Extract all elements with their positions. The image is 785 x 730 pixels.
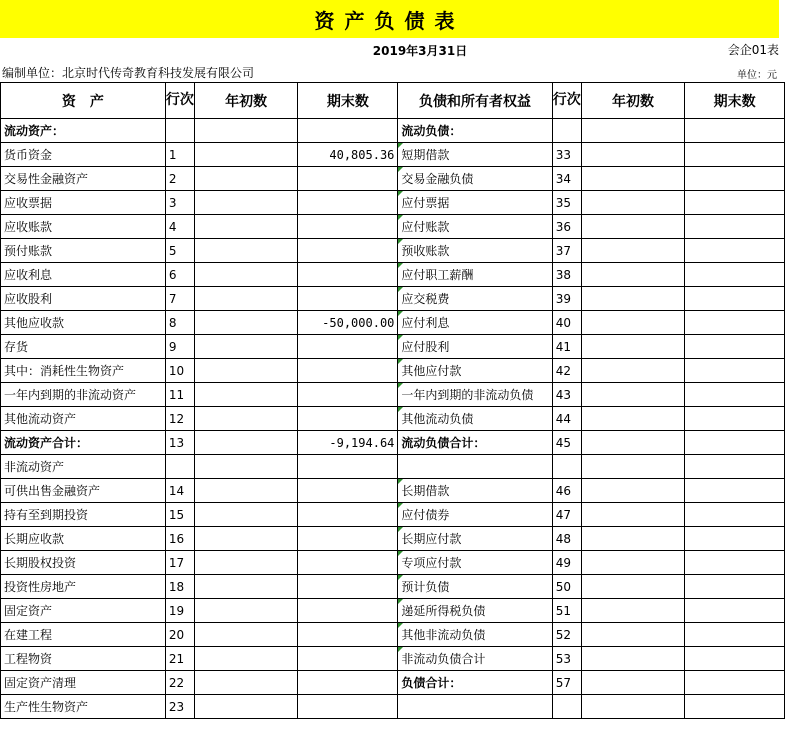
liability-end-cell[interactable] bbox=[685, 191, 785, 215]
asset-end-cell[interactable] bbox=[298, 359, 398, 383]
liability-end-cell[interactable] bbox=[685, 671, 785, 695]
asset-item-cell[interactable]: 其中：消耗性生物资产 bbox=[1, 359, 166, 383]
liability-begin-cell[interactable] bbox=[581, 263, 685, 287]
liability-row-no-cell[interactable]: 33 bbox=[552, 143, 581, 167]
asset-end-cell[interactable] bbox=[298, 695, 398, 719]
asset-end-cell[interactable]: -50,000.00 bbox=[298, 311, 398, 335]
asset-begin-cell[interactable] bbox=[194, 671, 298, 695]
asset-row-no-cell[interactable]: 3 bbox=[165, 191, 194, 215]
liability-begin-cell[interactable] bbox=[581, 599, 685, 623]
asset-item-cell[interactable]: 流动资产： bbox=[1, 119, 166, 143]
liability-item-cell[interactable]: 应付利息 bbox=[398, 311, 552, 335]
liability-begin-cell[interactable] bbox=[581, 191, 685, 215]
asset-begin-cell[interactable] bbox=[194, 527, 298, 551]
liability-item-cell[interactable]: 一年内到期的非流动负债 bbox=[398, 383, 552, 407]
table-row bbox=[1, 239, 785, 263]
table-row bbox=[1, 551, 785, 575]
asset-row-no-cell[interactable]: 17 bbox=[165, 551, 194, 575]
asset-item-cell[interactable]: 固定资产 bbox=[1, 599, 166, 623]
asset-begin-cell[interactable] bbox=[194, 311, 298, 335]
asset-row-no-cell[interactable]: 4 bbox=[165, 215, 194, 239]
asset-row-no-cell[interactable]: 18 bbox=[165, 575, 194, 599]
balance-sheet-table bbox=[0, 82, 785, 719]
sheet-title: 资产负债表 bbox=[0, 0, 779, 38]
liability-row-no-cell[interactable]: 42 bbox=[552, 359, 581, 383]
asset-item-cell[interactable]: 生产性生物资产 bbox=[1, 695, 166, 719]
liability-row-no-cell[interactable]: 44 bbox=[552, 407, 581, 431]
asset-item-cell[interactable]: 其他流动资产 bbox=[1, 407, 166, 431]
asset-row-no-cell[interactable]: 8 bbox=[165, 311, 194, 335]
liability-item-cell[interactable]: 交易金融负债 bbox=[398, 167, 552, 191]
asset-row-no-cell[interactable]: 15 bbox=[165, 503, 194, 527]
asset-end-cell[interactable]: -9,194.64 bbox=[298, 431, 398, 455]
asset-begin-cell[interactable] bbox=[194, 551, 298, 575]
liability-item-cell[interactable]: 流动负债合计： bbox=[398, 431, 552, 455]
table-row bbox=[1, 671, 785, 695]
asset-item-cell[interactable]: 应收利息 bbox=[1, 263, 166, 287]
liability-item-cell[interactable]: 其他应付款 bbox=[398, 359, 552, 383]
asset-row-no-cell[interactable]: 16 bbox=[165, 527, 194, 551]
asset-end-cell[interactable] bbox=[298, 479, 398, 503]
liability-end-cell[interactable] bbox=[685, 503, 785, 527]
liability-item-cell[interactable]: 应付债券 bbox=[398, 503, 552, 527]
asset-begin-cell[interactable] bbox=[194, 167, 298, 191]
liability-item-cell[interactable]: 预计负债 bbox=[398, 575, 552, 599]
asset-row-no-cell[interactable] bbox=[165, 455, 194, 479]
asset-row-no-cell[interactable]: 14 bbox=[165, 479, 194, 503]
asset-end-cell[interactable] bbox=[298, 527, 398, 551]
liability-row-no-cell[interactable] bbox=[552, 455, 581, 479]
liability-row-no-cell[interactable]: 36 bbox=[552, 215, 581, 239]
asset-begin-cell[interactable] bbox=[194, 119, 298, 143]
liability-item-cell[interactable]: 递延所得税负债 bbox=[398, 599, 552, 623]
liability-end-cell[interactable] bbox=[685, 311, 785, 335]
col-header-row-no: 行次 bbox=[165, 83, 194, 119]
asset-begin-cell[interactable] bbox=[194, 455, 298, 479]
liability-item-cell[interactable]: 预收账款 bbox=[398, 239, 552, 263]
liability-begin-cell[interactable] bbox=[581, 215, 685, 239]
asset-begin-cell[interactable] bbox=[194, 407, 298, 431]
asset-end-cell[interactable] bbox=[298, 671, 398, 695]
liability-row-no-cell[interactable]: 35 bbox=[552, 191, 581, 215]
liability-item-cell[interactable]: 应付票据 bbox=[398, 191, 552, 215]
liability-end-cell[interactable] bbox=[685, 575, 785, 599]
table-row bbox=[1, 527, 785, 551]
liability-begin-cell[interactable] bbox=[581, 431, 685, 455]
asset-begin-cell[interactable] bbox=[194, 335, 298, 359]
table-row bbox=[1, 119, 785, 143]
asset-begin-cell[interactable] bbox=[194, 263, 298, 287]
liability-begin-cell[interactable] bbox=[581, 335, 685, 359]
asset-end-cell[interactable] bbox=[298, 623, 398, 647]
column-header-row bbox=[1, 83, 785, 119]
asset-row-no-cell[interactable]: 6 bbox=[165, 263, 194, 287]
liability-row-no-cell[interactable]: 52 bbox=[552, 623, 581, 647]
asset-begin-cell[interactable] bbox=[194, 479, 298, 503]
asset-row-no-cell[interactable]: 10 bbox=[165, 359, 194, 383]
asset-item-cell[interactable]: 流动资产合计： bbox=[1, 431, 166, 455]
asset-begin-cell[interactable] bbox=[194, 215, 298, 239]
asset-item-cell[interactable]: 持有至到期投资 bbox=[1, 503, 166, 527]
liability-end-cell[interactable] bbox=[685, 695, 785, 719]
liability-begin-cell[interactable] bbox=[581, 167, 685, 191]
table-row bbox=[1, 263, 785, 287]
table-row bbox=[1, 167, 785, 191]
col-header-begin: 年初数 bbox=[194, 83, 298, 119]
liability-item-cell[interactable]: 非流动负债合计 bbox=[398, 647, 552, 671]
liability-row-no-cell[interactable]: 47 bbox=[552, 503, 581, 527]
liability-begin-cell[interactable] bbox=[581, 407, 685, 431]
asset-begin-cell[interactable] bbox=[194, 695, 298, 719]
liability-row-no-cell[interactable]: 43 bbox=[552, 383, 581, 407]
table-row bbox=[1, 215, 785, 239]
liability-item-cell[interactable] bbox=[398, 455, 552, 479]
liability-end-cell[interactable] bbox=[685, 551, 785, 575]
asset-end-cell[interactable] bbox=[298, 551, 398, 575]
liability-begin-cell[interactable] bbox=[581, 359, 685, 383]
asset-row-no-cell[interactable]: 2 bbox=[165, 167, 194, 191]
table-row bbox=[1, 359, 785, 383]
asset-begin-cell[interactable] bbox=[194, 383, 298, 407]
col-header-liabilities: 负债和所有者权益 bbox=[398, 83, 552, 119]
asset-end-cell[interactable] bbox=[298, 575, 398, 599]
liability-end-cell[interactable] bbox=[685, 431, 785, 455]
liability-end-cell[interactable] bbox=[685, 167, 785, 191]
liability-item-cell[interactable]: 应交税费 bbox=[398, 287, 552, 311]
asset-begin-cell[interactable] bbox=[194, 287, 298, 311]
liability-begin-cell[interactable] bbox=[581, 287, 685, 311]
col-header-begin-2: 年初数 bbox=[581, 83, 685, 119]
table-row bbox=[1, 575, 785, 599]
asset-row-no-cell[interactable]: 19 bbox=[165, 599, 194, 623]
liability-item-cell[interactable] bbox=[398, 695, 552, 719]
reporting-unit: 编制单位：北京时代传奇教育科技发展有限公司 bbox=[2, 66, 255, 80]
asset-row-no-cell[interactable]: 12 bbox=[165, 407, 194, 431]
asset-item-cell[interactable]: 货币资金 bbox=[1, 143, 166, 167]
liability-begin-cell[interactable] bbox=[581, 479, 685, 503]
asset-item-cell[interactable]: 投资性房地产 bbox=[1, 575, 166, 599]
table-row bbox=[1, 431, 785, 455]
liability-item-cell[interactable]: 负债合计： bbox=[398, 671, 552, 695]
asset-item-cell[interactable]: 其他应收款 bbox=[1, 311, 166, 335]
asset-item-cell[interactable]: 交易性金融资产 bbox=[1, 167, 166, 191]
liability-item-cell[interactable]: 短期借款 bbox=[398, 143, 552, 167]
asset-begin-cell[interactable] bbox=[194, 359, 298, 383]
asset-item-cell[interactable]: 可供出售金融资产 bbox=[1, 479, 166, 503]
liability-end-cell[interactable] bbox=[685, 527, 785, 551]
liability-item-cell[interactable]: 其他非流动负债 bbox=[398, 623, 552, 647]
liability-row-no-cell[interactable]: 40 bbox=[552, 311, 581, 335]
liability-end-cell[interactable] bbox=[685, 599, 785, 623]
asset-item-cell[interactable]: 长期股权投资 bbox=[1, 551, 166, 575]
liability-end-cell[interactable] bbox=[685, 119, 785, 143]
liability-begin-cell[interactable] bbox=[581, 575, 685, 599]
col-header-assets: 资 产 bbox=[1, 83, 166, 119]
liability-item-cell[interactable]: 应付职工薪酬 bbox=[398, 263, 552, 287]
table-row bbox=[1, 647, 785, 671]
liability-end-cell[interactable] bbox=[685, 455, 785, 479]
liability-end-cell[interactable] bbox=[685, 239, 785, 263]
liability-end-cell[interactable] bbox=[685, 263, 785, 287]
table-row bbox=[1, 455, 785, 479]
table-row bbox=[1, 191, 785, 215]
asset-row-no-cell[interactable]: 1 bbox=[165, 143, 194, 167]
liability-end-cell[interactable] bbox=[685, 479, 785, 503]
asset-item-cell[interactable]: 工程物资 bbox=[1, 647, 166, 671]
asset-item-cell[interactable]: 应收股利 bbox=[1, 287, 166, 311]
liability-row-no-cell[interactable]: 37 bbox=[552, 239, 581, 263]
liability-begin-cell[interactable] bbox=[581, 623, 685, 647]
asset-end-cell[interactable] bbox=[298, 455, 398, 479]
asset-end-cell[interactable] bbox=[298, 647, 398, 671]
asset-end-cell[interactable] bbox=[298, 599, 398, 623]
liability-row-no-cell[interactable]: 46 bbox=[552, 479, 581, 503]
asset-row-no-cell[interactable]: 9 bbox=[165, 335, 194, 359]
liability-end-cell[interactable] bbox=[685, 407, 785, 431]
asset-end-cell[interactable] bbox=[298, 503, 398, 527]
liability-end-cell[interactable] bbox=[685, 383, 785, 407]
liability-end-cell[interactable] bbox=[685, 215, 785, 239]
asset-item-cell[interactable]: 预付账款 bbox=[1, 239, 166, 263]
liability-begin-cell[interactable] bbox=[581, 647, 685, 671]
asset-begin-cell[interactable] bbox=[194, 191, 298, 215]
asset-row-no-cell[interactable]: 11 bbox=[165, 383, 194, 407]
liability-row-no-cell[interactable]: 34 bbox=[552, 167, 581, 191]
table-row bbox=[1, 695, 785, 719]
asset-end-cell[interactable] bbox=[298, 191, 398, 215]
asset-begin-cell[interactable] bbox=[194, 431, 298, 455]
liability-row-no-cell[interactable]: 51 bbox=[552, 599, 581, 623]
liability-end-cell[interactable] bbox=[685, 647, 785, 671]
asset-end-cell[interactable] bbox=[298, 287, 398, 311]
asset-row-no-cell[interactable]: 23 bbox=[165, 695, 194, 719]
form-code: 会企01表 bbox=[727, 43, 779, 57]
table-row bbox=[1, 407, 785, 431]
liability-begin-cell[interactable] bbox=[581, 311, 685, 335]
asset-begin-cell[interactable] bbox=[194, 503, 298, 527]
asset-item-cell[interactable]: 存货 bbox=[1, 335, 166, 359]
report-date: 2019年3月31日 bbox=[372, 44, 468, 58]
liability-row-no-cell[interactable]: 39 bbox=[552, 287, 581, 311]
asset-end-cell[interactable] bbox=[298, 215, 398, 239]
liability-item-cell[interactable]: 应付股利 bbox=[398, 335, 552, 359]
table-row bbox=[1, 479, 785, 503]
table-row bbox=[1, 383, 785, 407]
liability-begin-cell[interactable] bbox=[581, 695, 685, 719]
liability-begin-cell[interactable] bbox=[581, 143, 685, 167]
liability-row-no-cell[interactable]: 50 bbox=[552, 575, 581, 599]
liability-begin-cell[interactable] bbox=[581, 527, 685, 551]
asset-item-cell[interactable]: 一年内到期的非流动资产 bbox=[1, 383, 166, 407]
liability-row-no-cell[interactable] bbox=[552, 695, 581, 719]
table-row bbox=[1, 143, 785, 167]
liability-item-cell[interactable]: 专项应付款 bbox=[398, 551, 552, 575]
asset-end-cell[interactable] bbox=[298, 167, 398, 191]
asset-end-cell[interactable] bbox=[298, 383, 398, 407]
liability-begin-cell[interactable] bbox=[581, 119, 685, 143]
liability-item-cell[interactable]: 其他流动负债 bbox=[398, 407, 552, 431]
asset-row-no-cell[interactable]: 13 bbox=[165, 431, 194, 455]
liability-row-no-cell[interactable] bbox=[552, 119, 581, 143]
liability-begin-cell[interactable] bbox=[581, 551, 685, 575]
asset-begin-cell[interactable] bbox=[194, 623, 298, 647]
liability-end-cell[interactable] bbox=[685, 287, 785, 311]
asset-begin-cell[interactable] bbox=[194, 599, 298, 623]
liability-begin-cell[interactable] bbox=[581, 455, 685, 479]
liability-row-no-cell[interactable]: 45 bbox=[552, 431, 581, 455]
liability-item-cell[interactable]: 流动负债： bbox=[398, 119, 552, 143]
asset-item-cell[interactable]: 长期应收款 bbox=[1, 527, 166, 551]
asset-item-cell[interactable]: 非流动资产 bbox=[1, 455, 166, 479]
asset-end-cell[interactable]: 40,805.36 bbox=[298, 143, 398, 167]
liability-item-cell[interactable]: 长期借款 bbox=[398, 479, 552, 503]
currency-unit: 单位：元 bbox=[737, 70, 777, 81]
table-row bbox=[1, 311, 785, 335]
table-row bbox=[1, 287, 785, 311]
liability-row-no-cell[interactable]: 49 bbox=[552, 551, 581, 575]
asset-item-cell[interactable]: 应收账款 bbox=[1, 215, 166, 239]
liability-item-cell[interactable]: 长期应付款 bbox=[398, 527, 552, 551]
liability-end-cell[interactable] bbox=[685, 359, 785, 383]
liability-item-cell[interactable]: 应付账款 bbox=[398, 215, 552, 239]
asset-end-cell[interactable] bbox=[298, 407, 398, 431]
liability-begin-cell[interactable] bbox=[581, 503, 685, 527]
liability-begin-cell[interactable] bbox=[581, 671, 685, 695]
liability-begin-cell[interactable] bbox=[581, 383, 685, 407]
asset-item-cell[interactable]: 应收票据 bbox=[1, 191, 166, 215]
asset-begin-cell[interactable] bbox=[194, 143, 298, 167]
liability-row-no-cell[interactable]: 48 bbox=[552, 527, 581, 551]
asset-end-cell[interactable] bbox=[298, 263, 398, 287]
liability-row-no-cell[interactable]: 53 bbox=[552, 647, 581, 671]
liability-begin-cell[interactable] bbox=[581, 239, 685, 263]
liability-end-cell[interactable] bbox=[685, 143, 785, 167]
asset-end-cell[interactable] bbox=[298, 119, 398, 143]
table-row bbox=[1, 623, 785, 647]
liability-end-cell[interactable] bbox=[685, 623, 785, 647]
col-header-end: 期末数 bbox=[298, 83, 398, 119]
col-header-row-no-2: 行次 bbox=[552, 83, 581, 119]
asset-row-no-cell[interactable]: 20 bbox=[165, 623, 194, 647]
asset-item-cell[interactable]: 在建工程 bbox=[1, 623, 166, 647]
asset-row-no-cell[interactable]: 22 bbox=[165, 671, 194, 695]
asset-row-no-cell[interactable]: 21 bbox=[165, 647, 194, 671]
table-row bbox=[1, 599, 785, 623]
asset-row-no-cell[interactable] bbox=[165, 119, 194, 143]
asset-end-cell[interactable] bbox=[298, 239, 398, 263]
liability-end-cell[interactable] bbox=[685, 335, 785, 359]
asset-begin-cell[interactable] bbox=[194, 647, 298, 671]
asset-item-cell[interactable]: 固定资产清理 bbox=[1, 671, 166, 695]
table-row bbox=[1, 503, 785, 527]
asset-row-no-cell[interactable]: 5 bbox=[165, 239, 194, 263]
asset-row-no-cell[interactable]: 7 bbox=[165, 287, 194, 311]
table-row bbox=[1, 335, 785, 359]
liability-row-no-cell[interactable]: 57 bbox=[552, 671, 581, 695]
col-header-end-2: 期末数 bbox=[685, 83, 785, 119]
liability-row-no-cell[interactable]: 41 bbox=[552, 335, 581, 359]
asset-begin-cell[interactable] bbox=[194, 575, 298, 599]
asset-end-cell[interactable] bbox=[298, 335, 398, 359]
asset-begin-cell[interactable] bbox=[194, 239, 298, 263]
liability-row-no-cell[interactable]: 38 bbox=[552, 263, 581, 287]
